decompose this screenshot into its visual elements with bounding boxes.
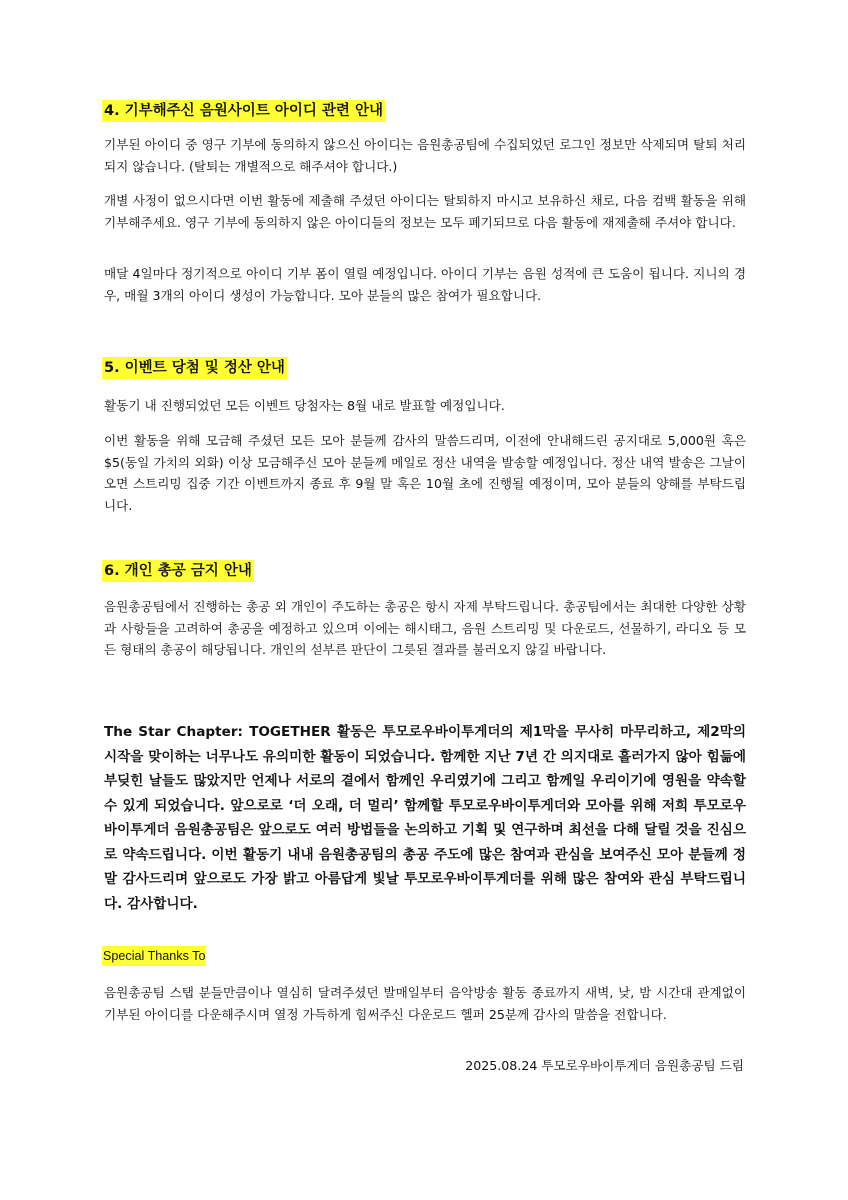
section4-paragraph-3: 매달 4일마다 정기적으로 아이디 기부 폼이 열릴 예정입니다. 아이디 기부는 음원 성적에 큰 도움이 됩니다. 지니의 경우, 매월 3개의 아이디 생성이 가능합니다. 모아 분들의 많은 참여가 필요합니다. <box>104 266 746 303</box>
signature: 2025.08.24 투모로우바이투게더 음원총공팀 드림 <box>465 1058 744 1073</box>
section5-paragraph-1: 활동기 내 진행되었던 모든 이벤트 당첨자는 8월 내로 발표할 예정입니다. <box>104 398 505 413</box>
section5-heading: 5. 이벤트 당첨 및 정산 안내 <box>102 357 287 379</box>
section5-paragraph-2: 이번 활동을 위해 모금해 주셨던 모든 모아 분들께 감사의 말씀드리며, 이전에 안내해드린 공지대로 5,000원 혹은 $5(동일 가치의 외화) 이상 모금해주신 모아 분들께 메일로 정산 내역을 발송할 예정입니다. 정산 내역 발송은 그날이 오면 스트리밍 집중 기간 이벤트까지 종료 후 9월 말 혹은 10월 초에 진행될 예정이며, 모아 분들의 양해를 부탁드립니다. <box>104 433 746 513</box>
section4-paragraph-2: 개별 사정이 없으시다면 이번 활동에 제출해 주셨던 아이디는 탈퇴하지 마시고 보유하신 채로, 다음 컴백 활동을 위해 기부해주세요. 영구 기부에 동의하지 않은 아이디들의 정보는 모두 폐기되므로 다음 활동에 재제출해 주셔야 합니다. <box>104 193 746 230</box>
closing-statement: The Star Chapter: TOGETHER 활동은 투모로우바이투게더의 제1막을 무사히 마무리하고, 제2막의 시작을 맞이하는 너무나도 유의미한 활동이 되었습니다. 함께한 지난 7년 간 의지대로 흘러가지 않아 힘듦에 부딪힌 날들도 많았지만 언제나 서로의 곁에서 함께인 우리였기에 그리고 함께일 우리이기에 영원을 약속할 수 있게 되었습니다. 앞으로로 ‘더 오래, 더 멀리’ 함께할 투모로우바이투게더와 모아를 위해 저희 투모로우바이투게더 음원총공팀은 앞으로도 여러 방법들을 논의하고 기획 및 연구하며 최선을 다해 달릴 것을 진심으로 약속드립니다. 이번 활동기 내내 음원총공팀의 총공 주도에 많은 참여과 관심을 보여주신 모아 분들께 정말 감사드리며 앞으로도 가장 밝고 아름답게 빛날 투모로우바이투게더를 위해 많은 참여와 관심 부탁드립니다. 감사합니다. <box>104 724 746 912</box>
special-thanks-text: 음원총공팀 스탭 분들만큼이나 열심히 달려주셨던 발매일부터 음악방송 활동 종료까지 새벽, 낮, 밤 시간대 관계없이 기부된 아이디를 다운해주시며 열정 가득하게 힘써주신 다운로드 헬퍼 25분께 감사의 말씀을 전합니다. <box>104 985 746 1022</box>
special-thanks-heading: Special Thanks To <box>102 946 206 966</box>
section4-paragraph-1: 기부된 아이디 중 영구 기부에 동의하지 않으신 아이디는 음원총공팀에 수집되었던 로그인 정보만 삭제되며 탈퇴 처리되지 않습니다. (탈퇴는 개별적으로 해주셔야 합니다.) <box>104 137 746 174</box>
section6-paragraph-1: 음원총공팀에서 진행하는 총공 외 개인이 주도하는 총공은 항시 자제 부탁드립니다. 총공팀에서는 최대한 다양한 상황과 사항들을 고려하여 총공을 예정하고 있으며 이에는 해시태그, 음원 스트리밍 및 다운로드, 선물하기, 라디오 등 모든 형태의 총공이 해당됩니다. 개인의 섣부른 판단이 그릇된 결과를 불러오지 않길 바랍니다. <box>104 599 746 657</box>
section4-heading: 4. 기부해주신 음원사이트 아이디 관련 안내 <box>102 100 385 122</box>
section6-heading: 6. 개인 총공 금지 안내 <box>102 560 254 582</box>
